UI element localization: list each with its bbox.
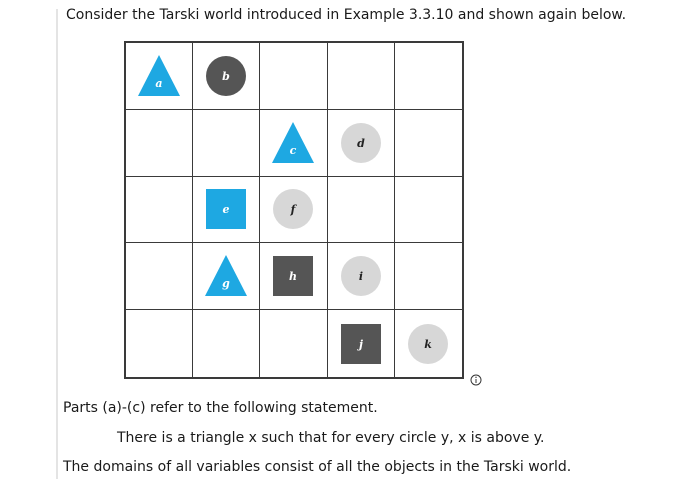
- tarski-object-d: [337, 119, 385, 167]
- object-label: b: [222, 69, 231, 83]
- grid-cell: [126, 243, 193, 310]
- grid-cell: [260, 177, 327, 244]
- object-label: k: [424, 337, 433, 351]
- object-label: j: [358, 337, 363, 351]
- tarski-object-k: [404, 320, 452, 368]
- tarski-object-c: [269, 119, 317, 167]
- grid-cell: [328, 177, 395, 244]
- tarski-object-h: [269, 252, 317, 300]
- domains-text: The domains of all variables consist of all the objects in the Tarski world.: [63, 459, 572, 475]
- info-icon[interactable]: [470, 374, 482, 386]
- grid-cell: [126, 177, 193, 244]
- grid-cell: [126, 110, 193, 177]
- tarski-object-b: [202, 52, 250, 100]
- object-label: a: [155, 76, 163, 90]
- grid-cell: [193, 243, 260, 310]
- grid-cell: [328, 110, 395, 177]
- grid-cell: [193, 43, 260, 110]
- object-label: h: [289, 270, 298, 284]
- object-label: c: [290, 143, 297, 157]
- grid-cell: [328, 310, 395, 377]
- tarski-object-j: [337, 320, 385, 368]
- tarski-object-e: [202, 185, 250, 233]
- tarski-world-grid: [124, 41, 464, 379]
- content-left-rule: [56, 9, 58, 479]
- object-label: i: [358, 270, 363, 284]
- object-label: e: [222, 203, 230, 217]
- grid-cell: [260, 43, 327, 110]
- grid-cell: [193, 310, 260, 377]
- grid-cell: [395, 310, 462, 377]
- tarski-object-a: [135, 52, 183, 100]
- object-label: f: [291, 203, 296, 217]
- grid-cell: [260, 243, 327, 310]
- intro-text: Consider the Tarski world introduced in Example 3.3.10 and shown again below.: [66, 7, 627, 23]
- grid-cell: [126, 310, 193, 377]
- grid-cell: [395, 177, 462, 244]
- grid-cell: [395, 43, 462, 110]
- grid-cell: [193, 177, 260, 244]
- tarski-object-g: [202, 252, 250, 300]
- tarski-object-f: [269, 185, 317, 233]
- object-label: d: [356, 136, 365, 150]
- grid-cell: [328, 243, 395, 310]
- grid-cell: [260, 310, 327, 377]
- parts-instruction: Parts (a)-(c) refer to the following statement.: [63, 400, 378, 416]
- object-label: g: [222, 277, 231, 291]
- statement-text: There is a triangle x such that for every circle y, x is above y.: [117, 430, 545, 446]
- tarski-object-i: [337, 252, 385, 300]
- grid-cell: [395, 110, 462, 177]
- grid-cell: [395, 243, 462, 310]
- grid-cell: [328, 43, 395, 110]
- grid-cell: [126, 43, 193, 110]
- grid-cell: [193, 110, 260, 177]
- grid-cell: [260, 110, 327, 177]
